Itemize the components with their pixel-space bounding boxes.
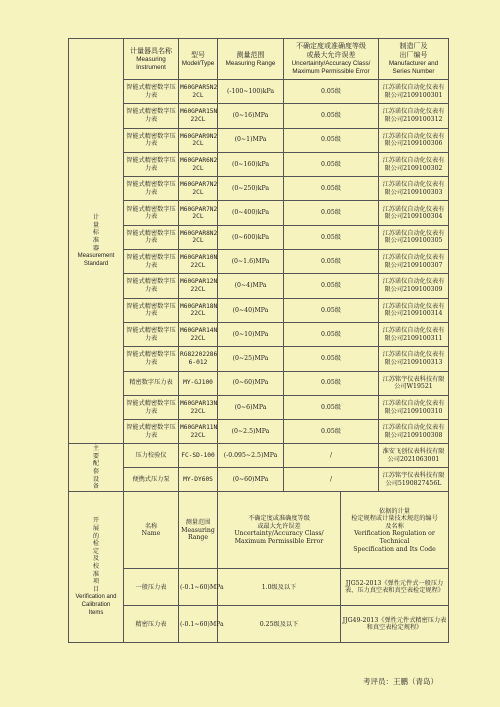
table-row [69,395,449,419]
instrument-range: (0~600)kPa [218,225,284,249]
cal-accuracy: 1.0级及以下 [218,569,341,606]
cal-reference: JJG52-2013《弹性元件式一般压力表、压力真空表和真空表检定规程》 [341,569,449,606]
equipment-manufacturer: 江苏铭宇仪表科技有限公司5190827456L [379,468,449,492]
instrument-name: 智能式精密数字压力表 [124,420,179,444]
instrument-accuracy: 0.05级 [284,201,379,225]
instrument-accuracy: 0.05级 [284,395,379,419]
instrument-manufacturer: 江苏诺仪自动化仪表有限公司2109100304 [379,201,449,225]
instrument-manufacturer: 江苏诺仪自动化仪表有限公司2109100308 [379,420,449,444]
instrument-model: M60GPAR5N2 2CL [179,80,218,104]
table-row [69,274,449,298]
instrument-range: (-100~100)kPa [218,80,284,104]
instrument-range: (0~4)MPa [218,274,284,298]
instrument-range: (0~400)kPa [218,201,284,225]
cal-header-range: 测量范围 Measuring Range [179,492,218,569]
cal-header-reference: 依据的计量 检定规程或计量技术规范的编号 及名称 Verification Regulation or Technical Specification and Its Code [341,492,449,569]
equipment-model: FC-SD-100 [179,444,218,468]
table-row [69,468,449,492]
header-row [69,39,449,80]
cal-range: (-0.1~60)MPa [179,569,218,606]
instrument-model: M60GPAR14N 22CL [179,322,218,346]
instrument-model: MY-GJ100 [179,371,218,395]
instrument-model: RG82202286 6-012 [179,347,218,371]
header-instrument: 计量器具名称 Measuring Instrument [124,39,179,80]
instrument-name: 智能式精密数字压力表 [124,347,179,371]
instrument-name: 智能式精密数字压力表 [124,80,179,104]
instrument-accuracy: 0.05级 [284,225,379,249]
instrument-range: (0~2.5)MPa [218,420,284,444]
instrument-range: (0~250)kPa [218,177,284,201]
instrument-model: M60GPAR13N 22CL [179,395,218,419]
instrument-manufacturer: 江苏铭宇仪表科技有限公司W19521 [379,371,449,395]
header-accuracy: 不确定度或准确度等级 或最大允许误差 Uncertainty/Accuracy Class/ Maximum Permissible Error [284,39,379,80]
header-manufacturer: 制造厂及 出厂编号 Manufacturer and Series Number [379,39,449,80]
instrument-manufacturer: 江苏诺仪自动化仪表有限公司2109100303 [379,177,449,201]
equipment-manufacturer: 淮安飞创仪表科技有限公司2021063001 [379,444,449,468]
standards-table [68,38,449,643]
instrument-name: 智能式精密数字压力表 [124,298,179,322]
instrument-name: 智能式精密数字压力表 [124,201,179,225]
instrument-accuracy: 0.05级 [284,128,379,152]
cal-header-name: 名称 Name [124,492,179,569]
instrument-accuracy: 0.05级 [284,347,379,371]
instrument-model: M60GPAR9N2 2CL [179,128,218,152]
table-row [69,322,449,346]
instrument-range: (0~160)kPa [218,152,284,176]
instrument-model: M60GPAR12N 22CL [179,274,218,298]
instrument-manufacturer: 江苏诺仪自动化仪表有限公司2109100312 [379,104,449,128]
instrument-range: (0~25)MPa [218,347,284,371]
header-range: 测量范围 Measuring Range [218,39,284,80]
instrument-accuracy: 0.05级 [284,298,379,322]
instrument-model: M60GPAR7N2 2CL [179,177,218,201]
calibration-items-label: 开 展 的 检 定 及 校 准 项 目 Verification and Calibration Items [69,492,124,643]
table-row [69,371,449,395]
instrument-manufacturer: 江苏诺仪自动化仪表有限公司2109100301 [379,80,449,104]
cal-name: 一般压力表 [124,569,179,606]
instrument-range: (0~16)MPa [218,104,284,128]
cal-reference: JJG49-2013《弹性元件式精密压力表和真空表检定规程》 [341,606,449,643]
table-row [69,298,449,322]
instrument-manufacturer: 江苏诺仪自动化仪表有限公司2109100306 [379,128,449,152]
instrument-accuracy: 0.05级 [284,274,379,298]
instrument-name: 智能式精密数字压力表 [124,177,179,201]
instrument-name: 智能式精密数字压力表 [124,152,179,176]
instrument-model: M60GPAR10N 22CL [179,250,218,274]
table-row [69,104,449,128]
instrument-accuracy: 0.05级 [284,177,379,201]
cal-range: (-0.1~60)MPa [179,606,218,643]
instrument-model: M60GPAR11N 22CL [179,420,218,444]
instrument-range: (0~10)MPa [218,322,284,346]
instrument-name: 精密数字压力表 [124,371,179,395]
instrument-manufacturer: 江苏诺仪自动化仪表有限公司2109100311 [379,322,449,346]
instrument-model: M60GPAR15N 22CL [179,104,218,128]
equipment-range: (-0.095~2.5)MPa [218,444,284,468]
equipment-range: (0~60)MPa [218,468,284,492]
measurement-standard-label: 计 量 标 准 器 Measurement Standard [69,39,124,444]
equipment-model: MY-DY60S [179,468,218,492]
calibration-header-row [69,492,449,569]
instrument-manufacturer: 江苏诺仪自动化仪表有限公司2109100314 [379,298,449,322]
instrument-accuracy: 0.05级 [284,152,379,176]
instrument-name: 智能式精密数字压力表 [124,250,179,274]
cal-accuracy: 0.25级及以下 [218,606,341,643]
table-row [69,80,449,104]
cal-name: 精密压力表 [124,606,179,643]
instrument-accuracy: 0.05级 [284,420,379,444]
instrument-range: (0~1.6)MPa [218,250,284,274]
instrument-model: M60GPAR18N 22CL [179,298,218,322]
table-row [69,177,449,201]
instrument-range: (0~60)MPa [218,371,284,395]
header-model: 型号 Model/Type [179,39,218,80]
table-row [69,152,449,176]
table-row [69,250,449,274]
instrument-name: 智能式精密数字压力表 [124,395,179,419]
table-row [69,347,449,371]
instrument-accuracy: 0.05级 [284,250,379,274]
instrument-manufacturer: 江苏诺仪自动化仪表有限公司2109100310 [379,395,449,419]
instrument-manufacturer: 江苏诺仪自动化仪表有限公司2109100313 [379,347,449,371]
instrument-model: M60GPAR6N2 2CL [179,152,218,176]
table-row [69,569,449,606]
table-row [69,444,449,468]
instrument-name: 智能式精密数字压力表 [124,104,179,128]
instrument-accuracy: 0.05级 [284,371,379,395]
instrument-manufacturer: 江苏诺仪自动化仪表有限公司2109100305 [379,225,449,249]
instrument-accuracy: 0.05级 [284,104,379,128]
equipment-name: 便携式压力泵 [124,468,179,492]
instrument-manufacturer: 江苏诺仪自动化仪表有限公司2109100309 [379,274,449,298]
instrument-accuracy: 0.05级 [284,322,379,346]
instrument-name: 智能式精密数字压力表 [124,274,179,298]
instrument-range: (0~6)MPa [218,395,284,419]
instrument-name: 智能式精密数字压力表 [124,322,179,346]
instrument-name: 智能式精密数字压力表 [124,225,179,249]
examiner-footer: 考评员：王鹏（青岛） [363,677,438,686]
instrument-model: M60GPAR8N2 2CL [179,225,218,249]
instrument-name: 智能式精密数字压力表 [124,128,179,152]
equipment-label: 主 要 配 套 设 备 [69,444,124,492]
equipment-accuracy: / [284,468,379,492]
instrument-range: (0~1)MPa [218,128,284,152]
equipment-name: 压力校验仪 [124,444,179,468]
table-row [69,128,449,152]
cal-header-accuracy: 不确定度或准确度等级 或最大允许误差 Uncertainty/Accuracy Class/ Maximum Permissible Error [218,492,341,569]
instrument-accuracy: 0.05级 [284,80,379,104]
table-row [69,420,449,444]
equipment-accuracy: / [284,444,379,468]
table-row [69,201,449,225]
table-row [69,606,449,643]
table-row [69,225,449,249]
instrument-range: (0~40)MPa [218,298,284,322]
instrument-manufacturer: 江苏诺仪自动化仪表有限公司2109100307 [379,250,449,274]
instrument-manufacturer: 江苏诺仪自动化仪表有限公司2109100302 [379,152,449,176]
instrument-model: M60GPAR7N2 2CL [179,201,218,225]
